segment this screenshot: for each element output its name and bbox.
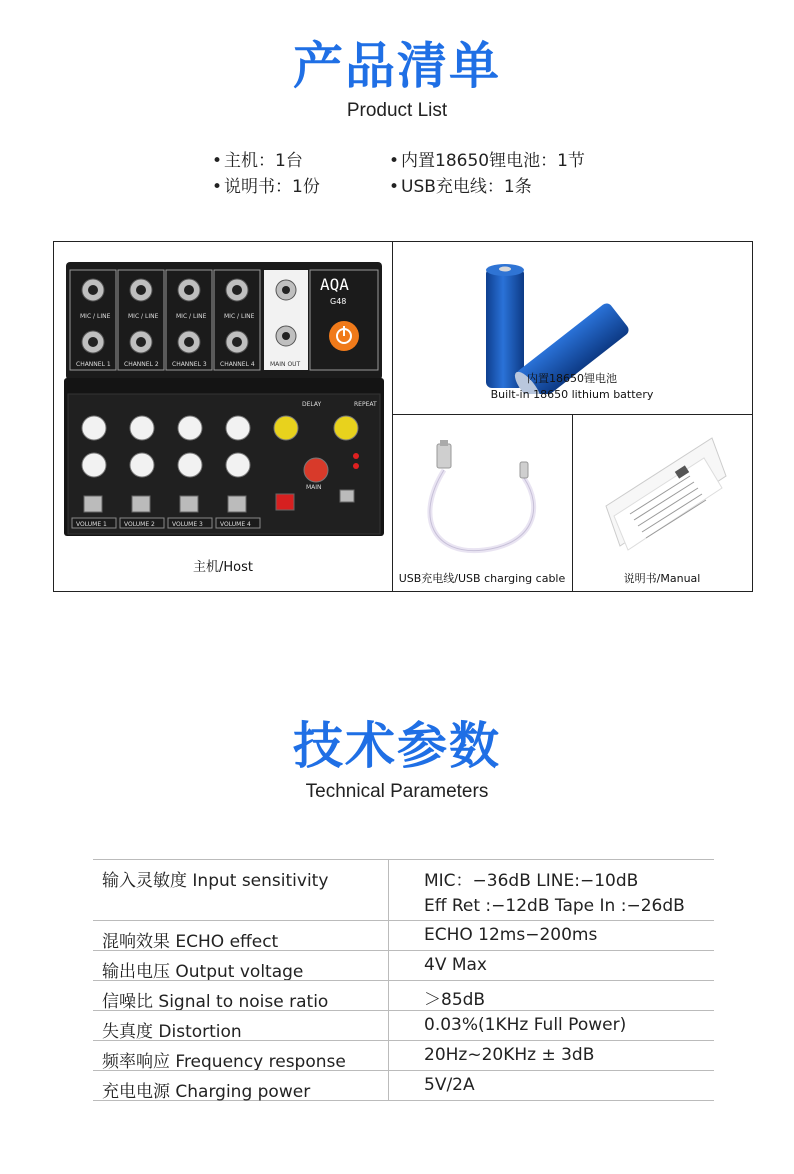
param-label: 频率响应 Frequency response xyxy=(102,1052,346,1072)
host-caption: 主机/Host xyxy=(193,560,253,575)
param-value-2: Eff Ret :−12dB Tape In :−26dB xyxy=(424,896,685,916)
tech-table xyxy=(93,859,714,1101)
param-value: ＞85dB xyxy=(424,990,486,1010)
mic-line-label: MIC / LINE xyxy=(224,313,255,320)
mic-line-label: MIC / LINE xyxy=(128,313,159,320)
product-list-subtitle: Product List xyxy=(346,100,448,121)
param-label: 失真度 Distortion xyxy=(102,1022,242,1042)
product-list-title: 产品清单 xyxy=(293,37,501,95)
list-item: • 说明书：1份 xyxy=(212,177,320,197)
param-label: 输入灵敏度 Input sensitivity xyxy=(102,871,329,891)
table-row xyxy=(93,1040,714,1070)
cable-image xyxy=(414,438,554,558)
list-item: • USB充电线：1条 xyxy=(389,177,532,197)
param-value: MIC：−36dB LINE:−10dB xyxy=(424,871,639,891)
channel-label: CHANNEL 1 xyxy=(76,361,111,368)
delay-label: DELAY xyxy=(302,401,322,408)
battery-caption-cn: 内置18650锂电池 xyxy=(527,372,617,385)
main-out-label: MAIN OUT xyxy=(270,361,301,368)
table-row xyxy=(93,920,714,950)
volume-label: VOLUME 4 xyxy=(220,521,251,528)
volume-label: VOLUME 1 xyxy=(76,521,107,528)
mixer-image xyxy=(64,260,384,538)
volume-label: VOLUME 3 xyxy=(172,521,203,528)
manual-image xyxy=(594,428,734,558)
param-label: 信噪比 Signal to noise ratio xyxy=(102,992,329,1012)
channel-label: CHANNEL 4 xyxy=(220,361,255,368)
table-row xyxy=(93,980,714,1010)
param-value: ECHO 12ms−200ms xyxy=(424,925,598,945)
volume-label: VOLUME 2 xyxy=(124,521,155,528)
brand-logo: AQA xyxy=(320,275,349,294)
table-row xyxy=(93,1010,714,1040)
table-row xyxy=(93,950,714,980)
product-items-right xyxy=(389,148,585,200)
main-label: MAIN xyxy=(306,484,322,491)
battery-caption-en: Built-in 18650 lithium battery xyxy=(490,388,654,401)
mic-line-label: MIC / LINE xyxy=(80,313,111,320)
param-value: 20Hz~20KHz ± 3dB xyxy=(424,1045,595,1065)
param-value: 5V/2A xyxy=(424,1075,475,1095)
param-label: 充电电源 Charging power xyxy=(102,1082,311,1102)
cable-caption: USB充电线/USB charging cable xyxy=(398,572,566,585)
repeat-label: REPEAT xyxy=(354,401,377,408)
list-item: • 内置18650锂电池：1节 xyxy=(389,151,585,171)
param-value: 4V Max xyxy=(424,955,487,975)
mic-line-label: MIC / LINE xyxy=(176,313,207,320)
list-item: • 主机：1台 xyxy=(212,151,303,171)
tech-title: 技术参数 xyxy=(293,717,501,775)
product-items-left xyxy=(212,148,320,200)
param-label: 输出电压 Output voltage xyxy=(102,962,304,982)
manual-caption: 说明书/Manual xyxy=(623,572,701,585)
channel-label: CHANNEL 2 xyxy=(124,361,159,368)
param-value: 0.03%(1KHz Full Power) xyxy=(424,1015,627,1035)
product-gallery xyxy=(53,241,753,592)
table-row xyxy=(93,859,714,920)
param-label: 混响效果 ECHO effect xyxy=(102,932,279,952)
model-label: G48 xyxy=(330,297,347,306)
table-row xyxy=(93,1070,714,1101)
channel-label: CHANNEL 3 xyxy=(172,361,207,368)
tech-subtitle: Technical Parameters xyxy=(305,781,489,802)
